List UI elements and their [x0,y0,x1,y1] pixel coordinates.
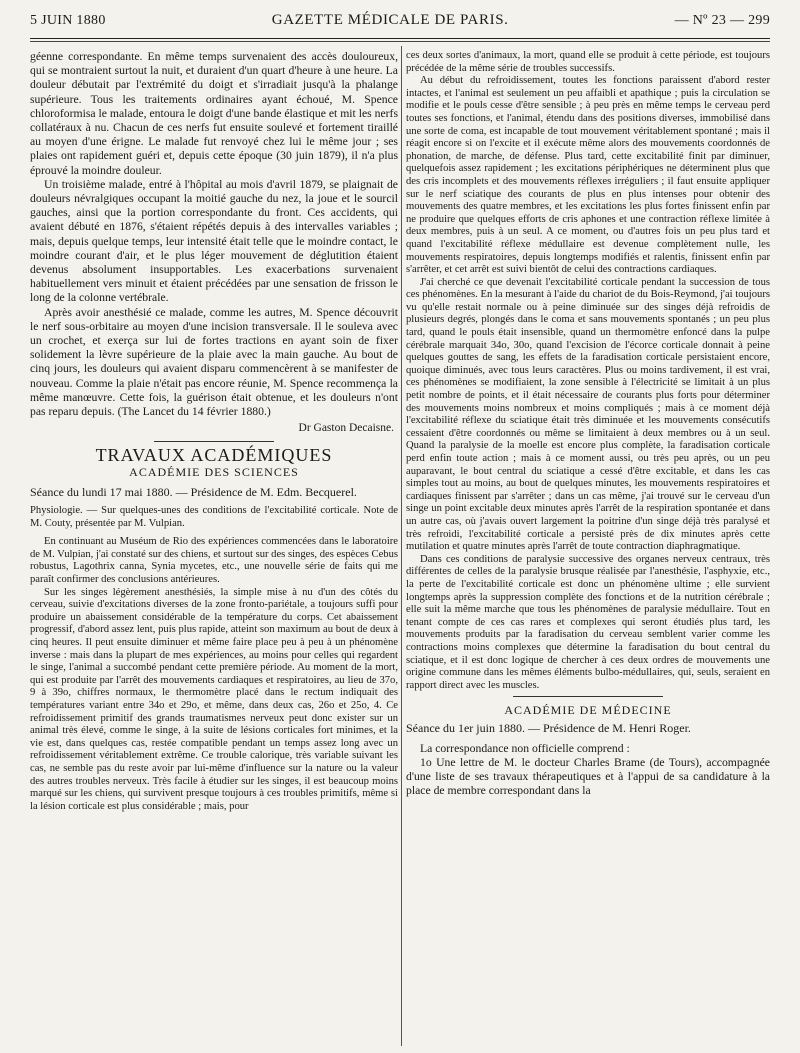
paragraph: Au début du refroidissement, toutes les fonctions paraissent d'abord rester intactes, et l'animal est seulement un peu affaibli et apathique ; puis la circulation se modifie et le pouls cesse d'être sensible ; à peu près en même temps le cerveau perd toutes ses fonctions, et l'animal, étendu dans des positions diverses, immobilisé dans une sorte de coma, est incapable de tout mouvement véritablement spontané ; mais il réagit encore si on l'excite et il exécute même alors des mouvements coordonnés de phonation, de marche, de défense. Plus tard, cette excitabilité finit par diminuer, quelquefois assez rapidement ; les excitations périphériques ne déterminent plus que des cris incomplets et des mouvements réflexes irréguliers ; il faut ensuite appliquer sur le nerf sciatique des courants de plus en plus intenses pour obtenir des mouvements des quatre membres, et les excitations les plus fortes finissent enfin par ne produire que quelques efforts de cris aphones et une contraction réflexe limitée à deux membres, puis à un seul. A ce moment, ou d'autres fois un peu plus tard et quand l'excitabilité réflexe médullaire est devenue complètement nulle, les mouvements respiratoires, depuis longtemps modifiés et ralentis, finissent enfin par s'arrêter, et cet arrêt est suivi bientôt de celui des contractions cardiaques. [406,75,770,276]
article-heading: Physiologie. — Sur quelques-unes des conditions de l'excitabilité corticale. Note de M. Couty, présentée par M. Vulpian. [30,505,398,529]
paragraph: La correspondance non officielle comprend : [420,741,630,755]
section-subtitle: ACADÉMIE DES SCIENCES [129,464,299,479]
left-column [30,50,398,1046]
header-rule-thin [30,41,770,42]
paragraph: En continuant au Muséum de Rio des expériences commencées dans le laboratoire de M. Vulpian, j'ai constaté sur des chiens, et surtout sur des singes, des espèces Cebus robustus, Lagothrix canna, Synia mycetes, etc., une nouvelle série de faits qui me paraît confirmer des conclusions antérieures. [30,536,398,586]
page-header [30,12,770,34]
section-title: TRAVAUX ACADÉMIQUES [95,445,333,466]
paragraph: Sur les singes légèrement anesthésiés, la simple mise à nu d'un des côtés du cerveau, suivie d'excitations diverses de la zone fronto-pariétale, a toujours suffi pour produire un abaissement considérable de la température du corps. Cet abaissement progressif, d'abord assez lent, puis plus rapide, atteint son maximum au bout de deux à cinq heures. Il peut ensuite diminuer et même faire place peu à peu à un phénomène inverse : mais dans la plupart de mes expériences, au moins pour celles qui regardent le singe, l'animal a succombé pendant cette première période. Au moment de la mort, qui est produite par l'arrêt des mouvements cardiaques et respiratoires, au lieu de 37o, 9 à 39o, chiffres normaux, le thermomètre placé dans le rectum indiquait des températures variant entre 34o et 29o, et même, dans deux cas, 26o et 25o, 4. Ce refroidissement primitif des grands traumatismes nerveux peut donc exister sur un animal très élevé, comme le singe, à la suite de lésions corticales fort minimes, et la vie est, dans quelques cas, restée compatible pendant un temps assez long avec un refroidissement véritablement extrême. Ce trouble calorique, très variable suivant les cas, ne semble pas du reste avoir par lui-même d'influence sur la nature ou la valeur des autres troubles nerveux. Très facile à étudier sur les singes, il est beaucoup moins marqué sur les chiens, qui survivent presque toujours à ces troubles primitifs, même si la lésion corticale est plus considérable ; mais, pour [30,586,398,812]
journal-title: GAZETTE MÉDICALE DE PARIS. [271,12,509,28]
paragraph: Un troisième malade, entré à l'hôpital au mois d'avril 1879, se plaignait de douleurs névralgiques occupant la moitié gauche du nez, la joue et le sourcil gauches, ainsi que la portion correspondante du front. Ces accidents, qui avaient débuté en 1876, s'étaient répétés depuis à des intervalles variables ; mais, depuis quelque temps, leur intensité était telle que le moindre contact, le moindre courant d'air, et le plus léger mouvement de déglutition étaient devenus absolument insupportables. Les exacerbations survenaient habituellement vers minuit et étaient précédées par une sensation de frisson le long de la colonne vertébrale. [30,177,398,305]
paragraph: géenne correspondante. En même temps survenaient des accès douloureux, qui se montraient surtout la nuit, et duraient d'un quart d'heure à une heure. La douleur débutait par l'extrémité du doigt et s'irradiait jusqu'à la phalange supérieure. Tous les traitements ordinaires ayant échoué, M. Spence chloroformisa le malade, entoura le doigt d'une bande élastique et mit les nerfs collatéraux à nu. Chacun de ces nerfs fut ensuite soulevé et fortement tiraillé au moyen d'une érigne. Le malade fut renvoyé chez lui le même jour ; ses plaies ont rapidement guéri et, depuis cette époque (30 juin 1879), il n'a plus éprouvé la moindre douleur. [30,50,398,177]
right-column [406,50,770,1046]
paragraph: J'ai cherché ce que devenait l'excitabilité corticale pendant la succession de tous ces phénomènes. En la mesurant à l'aide du chariot de du Bois-Reymond, j'ai toujours vu qu'elle restait normale ou à peine diminuée sur des singes déjà refroidis de plusieurs degrés, plongés dans le coma et sans mouvements spontanés ; un peu plus tard, quand le pouls était insensible, quand un thermomètre enfoncé dans la pulpe cérébrale marquait 34o, 30o, quand l'excision de l'écorce corticale donnait à peine quelques gouttes de sang, les effets de la faradisation corticale persistaient encore, quoique diminués, avec tous leurs caractères. Plus ou moins tardivement, il est vrai, ces phénomènes se modifiaient, la zone sensible à l'électricité se limitait à un plus petit nombre de points, et il était nécessaire de courants plus forts pour déterminer des mouvements moins nombreux et moins compliqués ; mais à ce moment déjà l'excitabilité réflexe du sciatique était très diminuée et les mouvements consécutifs cessaient d'être coordonnés ou même se limitaient à deux membres ou à un seul. Quand la paralysie de la moelle est encore plus complète, la faradisation corticale perd enfin toute action ; mais à ce moment aussi, ou très peu après, ou un peu auparavant, le bout central du sciatique a cessé d'être excitable, et dans les cas simples tout au moins, au bout de quelques minutes, les mouvements respiratoires et cardiaques finissent par s'arrêter ; dans un cas même, j'ai trouvé sur le cerveau d'un singe un point excitable deux minutes après l'arrêt de la respiration spontanée et dans un autre cas, où j'avais ouvert largement la poitrine d'un singe déjà très paralysé et très refroidi, l'excitabilité corticale a persisté près de dix minutes après cette mutilation et quatre minutes après l'arrêt de toute contraction diaphragmatique. [406,276,770,553]
author-signature: Dr Gaston Decaisne. [298,422,394,435]
paragraph: Dans ces conditions de paralysie successive des organes nerveux centraux, très différentes de celles de la paralysie brusque réalisée par l'anesthésie, l'asphyxie, etc., la perte de l'excitabilité corticale est donc un phénomène ultime ; elle survient longtemps après la suppression complète des fonctions et de la nutrition cérébrale ; elle suit la même marche que tous les phénomènes de paralysie médullaire. Tout en tenant compte de ces cas rares et complexes qui seront étudiés plus tard, les mouvements produits par la faradisation du cerveau semblent varier comme les contractions moins complexes que détermine la faradisation du bout central du sciatique, et il est donc logique de chercher à ces deux ordres de mouvements une origine commune dans les mêmes éléments bulbo-médullaires, qui, seuls, seraient en rapport direct avec les muscles. [406,553,770,691]
section-divider [154,441,274,442]
section-subtitle: ACADÉMIE DE MÉDECINE [504,703,672,718]
issue-page-number: — Nº 23 — 299 [674,13,770,28]
paragraph: 1o Une lettre de M. le docteur Charles Brame (de Tours), accompagnée d'une liste de ses travaux thérapeutiques et à l'appui de sa candidature à la place de membre correspondant dans la [406,755,770,798]
header-rule [30,38,770,39]
paragraph: ces deux sortes d'animaux, la mort, quand elle se produit à cette période, est toujours précédée de la même série de troubles successifs. [406,50,770,74]
session-heading: Séance du 1er juin 1880. — Présidence de M. Henri Roger. [406,721,691,736]
section-divider [513,696,663,697]
session-heading: Séance du lundi 17 mai 1880. — Présidence de M. Edm. Becquerel. [30,484,357,499]
paragraph: Après avoir anesthésié ce malade, comme les autres, M. Spence découvrit le nerf sous-orbitaire au moyen d'une incision transversale. Il le souleva avec un crochet, et exerça sur lui de fortes tractions en ayant soin de fixer solidement la lèvre supérieure de la plaie avec la main gauche. Au bout de cinq jours, les douleurs qui avaient disparu commencèrent à se manifester de nouveau. Comme la plaie n'était pas encore réunie, M. Spence recommença la même manœuvre. Cette fois, la guérison était obtenue, et les douleurs n'ont pas reparu depuis. (The Lancet du 14 février 1880.) [30,305,398,419]
column-divider [401,46,402,1046]
header-date: 5 JUIN 1880 [30,13,106,28]
